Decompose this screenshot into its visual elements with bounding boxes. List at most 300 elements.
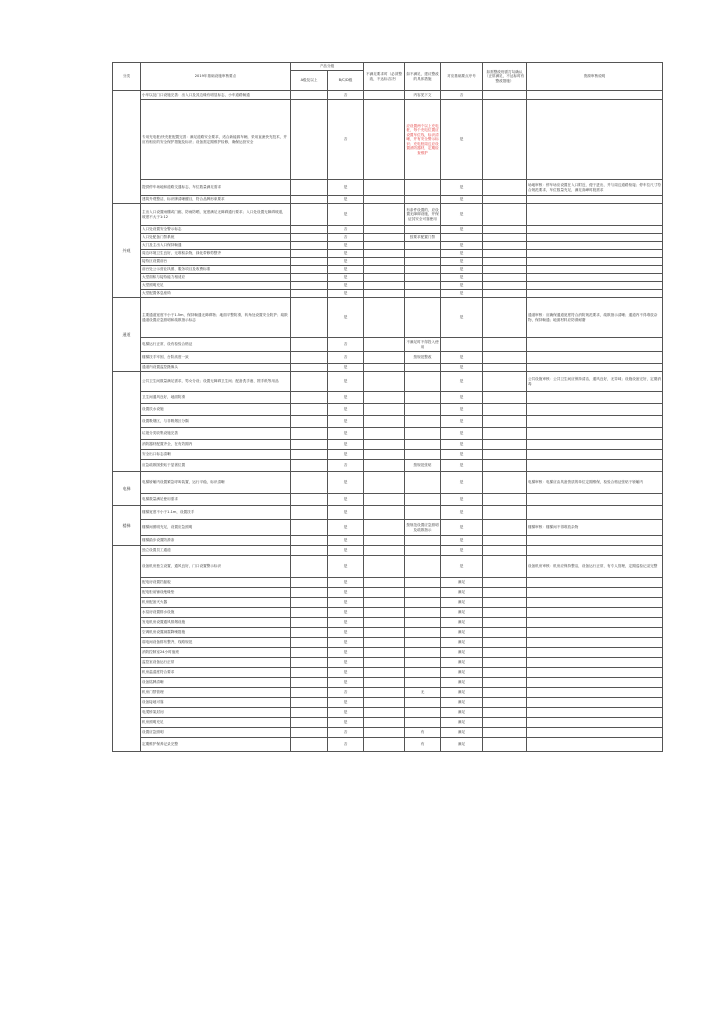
cell-must-meet — [364, 196, 405, 204]
cell-point-text: 设备铭牌清晰 — [141, 678, 291, 688]
cell-measures — [405, 440, 441, 450]
cell-point-text: 垃圾分类收集设施完善 — [141, 428, 291, 440]
cell-grade-b: 是 — [328, 698, 364, 708]
cell-confirm — [483, 290, 527, 298]
cell-confirm — [483, 338, 527, 352]
cell-point-text: 专用充电桩/快充桩配置完善：满足道路安全要求，适合新能源车辆，采用直流快充技术，并应有相应的安全保护措施及标识；设备需定期维护检修，确保运营安全 — [141, 100, 291, 180]
cell-must-meet — [364, 298, 405, 338]
cell-must-meet — [364, 266, 405, 274]
cell-must-meet — [364, 728, 405, 738]
cell-measures — [405, 628, 441, 638]
cell-must-meet — [364, 698, 405, 708]
cell-confirm — [483, 472, 527, 494]
cell-point-text: 配电柜前铺设绝缘垫 — [141, 588, 291, 598]
cell-grade-b: 是 — [328, 618, 364, 628]
cell-grade-b: 是 — [328, 718, 364, 728]
header-grade-group: 产品分级 — [291, 63, 364, 71]
cell-grade-b: 否 — [328, 226, 364, 234]
cell-confirm — [483, 226, 527, 234]
cell-confirm — [483, 242, 527, 250]
cell-must-meet — [364, 546, 405, 556]
cell-measures — [405, 428, 441, 440]
cell-grade-a — [291, 274, 328, 282]
table-row — [113, 416, 663, 428]
cell-grade-a — [291, 494, 328, 506]
cell-note — [527, 658, 663, 668]
cell-grade-a — [291, 450, 328, 460]
cell-point-text: 通道内设置监控摄像头 — [141, 364, 291, 372]
table-row — [113, 520, 663, 536]
cell-index: 满足 — [441, 638, 483, 648]
cell-measures — [405, 450, 441, 460]
cell-category — [113, 546, 141, 752]
cell-must-meet — [364, 242, 405, 250]
cell-grade-b: 是 — [328, 638, 364, 648]
cell-index: 是 — [441, 520, 483, 536]
cell-grade-b: 是 — [328, 372, 364, 392]
cell-grade-b: 否 — [328, 728, 364, 738]
cell-measures: 有条件设置的，应设置无障碍设施，并保证其安全可靠使用 — [405, 204, 441, 226]
cell-measures: 按规范整改 — [405, 352, 441, 364]
cell-index: 是 — [441, 258, 483, 266]
cell-confirm — [483, 678, 527, 688]
cell-index: 是 — [441, 556, 483, 578]
cell-index — [441, 234, 483, 242]
cell-index: 是 — [441, 298, 483, 338]
cell-category — [113, 372, 141, 472]
cell-measures — [405, 392, 441, 404]
cell-grade-a — [291, 428, 328, 440]
cell-confirm — [483, 556, 527, 578]
cell-measures: 按要求配置门禁 — [405, 234, 441, 242]
cell-index: 是 — [441, 450, 483, 460]
cell-measures — [405, 698, 441, 708]
red-measure-text: 应设置两个以上充电桩，每个充电位置应设置车位线，标识清晰，并有安全警示标识；充电桩周边应设置消防器材，定期检查维护 — [406, 123, 439, 155]
cell-must-meet — [364, 234, 405, 242]
cell-note — [527, 242, 663, 250]
table-row — [113, 204, 663, 226]
cell-measures — [405, 196, 441, 204]
cell-grade-b: 是 — [328, 450, 364, 460]
cell-must-meet — [364, 204, 405, 226]
cell-category: 外观 — [113, 204, 141, 298]
cell-confirm — [483, 648, 527, 658]
cell-index: 是 — [441, 364, 483, 372]
cell-grade-b: 否 — [328, 91, 364, 100]
cell-index: 是 — [441, 180, 483, 196]
cell-point-text: 电梯轿厢内设置紧急呼叫装置，运行平稳，标识清晰 — [141, 472, 291, 494]
cell-measures — [405, 618, 441, 628]
cell-must-meet — [364, 404, 405, 416]
cell-point-text: 电缆桥架封闭 — [141, 708, 291, 718]
cell-grade-b: 是 — [328, 298, 364, 338]
cell-grade-b: 是 — [328, 364, 364, 372]
table-row — [113, 588, 663, 598]
cell-confirm — [483, 282, 527, 290]
cell-confirm — [483, 428, 527, 440]
cell-point-text: 主出入口设置雨棚或门廊，防雨防晒，宽度满足无障碍通行要求；入口处设置无障碍坡道，坡度不大于1:12 — [141, 204, 291, 226]
table-row — [113, 290, 663, 298]
cell-grade-b: 是 — [328, 598, 364, 608]
cell-measures — [405, 556, 441, 578]
cell-index: 是 — [441, 440, 483, 450]
cell-note — [527, 250, 663, 258]
header-grade-b: B/C/D级 — [328, 71, 364, 91]
cell-grade-b: 是 — [328, 404, 364, 416]
cell-grade-b: 是 — [328, 668, 364, 678]
cell-point-text: 前台处公示营业执照、服务项目及收费标准 — [141, 266, 291, 274]
cell-must-meet — [364, 638, 405, 648]
cell-index: 是 — [441, 274, 483, 282]
cell-must-meet — [364, 658, 405, 668]
table-row — [113, 460, 663, 472]
cell-note — [527, 196, 663, 204]
cell-index: 是 — [441, 416, 483, 428]
table-row — [113, 728, 663, 738]
cell-note — [527, 588, 663, 598]
cell-point-text: 楼梯间照明充足，设置应急照明 — [141, 520, 291, 536]
cell-index: 满足 — [441, 678, 483, 688]
cell-grade-a — [291, 648, 328, 658]
cell-grade-a — [291, 416, 328, 428]
cell-point-text: 大门及主出入口保持畅通 — [141, 242, 291, 250]
table-row — [113, 352, 663, 364]
cell-must-meet — [364, 688, 405, 698]
cell-note: 场地审核：停车场应设置在入口附近，便于进出，并与周边道路衔接；停车位尺寸符合规范要求，车位数量充足，满足高峰时段需求 — [527, 180, 663, 196]
cell-note — [527, 234, 663, 242]
cell-grade-b: 是 — [328, 536, 364, 546]
cell-point-text: 卫生间通风良好，地面防滑 — [141, 392, 291, 404]
cell-grade-b: 是 — [328, 242, 364, 250]
cell-point-text: 发电机房设置通风排烟设施 — [141, 618, 291, 628]
cell-confirm — [483, 392, 527, 404]
cell-measures — [405, 718, 441, 728]
cell-must-meet — [364, 472, 405, 494]
cell-grade-a — [291, 738, 328, 752]
cell-note: 公共设施审核：公共卫生间应保持清洁，通风良好，无异味；设施设备完好，定期消毒 — [527, 372, 663, 392]
table-row — [113, 450, 663, 460]
cell-index: 是 — [441, 250, 483, 258]
cell-must-meet — [364, 578, 405, 588]
cell-point-text: 定期维护保养记录完整 — [141, 738, 291, 752]
table-row — [113, 440, 663, 450]
cell-confirm — [483, 608, 527, 618]
cell-confirm — [483, 234, 527, 242]
cell-note — [527, 648, 663, 658]
table-row — [113, 598, 663, 608]
cell-measures — [405, 678, 441, 688]
cell-measures — [405, 180, 441, 196]
cell-must-meet — [364, 372, 405, 392]
cell-note: 通道审核：应确保通道宽度符合消防规范要求，疏散指示清晰；通道内不得堆放杂物，保持畅通；地面材料应防滑耐磨 — [527, 298, 663, 338]
cell-grade-b: 是 — [328, 472, 364, 494]
cell-grade-b: 是 — [328, 392, 364, 404]
cell-confirm — [483, 536, 527, 546]
table-row — [113, 472, 663, 494]
cell-measures — [405, 608, 441, 618]
table-row — [113, 506, 663, 520]
table-row — [113, 258, 663, 266]
cell-index: 是 — [441, 372, 483, 392]
cell-grade-b: 是 — [328, 520, 364, 536]
table-row — [113, 536, 663, 546]
cell-grade-b: 是 — [328, 506, 364, 520]
table-row — [113, 372, 663, 392]
table-row — [113, 638, 663, 648]
cell-point-text: 消防器材配置齐全，在有效期内 — [141, 440, 291, 450]
cell-grade-b: 是 — [328, 494, 364, 506]
cell-index: 满足 — [441, 728, 483, 738]
cell-confirm — [483, 274, 527, 282]
table-row — [113, 338, 663, 352]
cell-index: 是 — [441, 204, 483, 226]
table-row — [113, 100, 663, 180]
cell-index: 满足 — [441, 708, 483, 718]
cell-must-meet — [364, 258, 405, 266]
cell-grade-a — [291, 588, 328, 598]
table-row — [113, 658, 663, 668]
table-row — [113, 698, 663, 708]
cell-point-text: 消防控制室24小时值班 — [141, 648, 291, 658]
cell-note — [527, 678, 663, 688]
cell-point-text: 安全出口标志清晰 — [141, 450, 291, 460]
cell-grade-a — [291, 506, 328, 520]
table-row — [113, 668, 663, 678]
cell-grade-a — [291, 668, 328, 678]
cell-confirm — [483, 638, 527, 648]
cell-must-meet — [364, 352, 405, 364]
table-row — [113, 546, 663, 556]
cell-grade-b: 否 — [328, 234, 364, 242]
table-row — [113, 180, 663, 196]
cell-grade-a — [291, 100, 328, 180]
cell-grade-b: 是 — [328, 196, 364, 204]
cell-point-text: 接待区设置前台 — [141, 258, 291, 266]
cell-must-meet — [364, 556, 405, 578]
cell-grade-a — [291, 392, 328, 404]
cell-point-text: 楼梯宽度不小于1.1m，设置扶手 — [141, 506, 291, 520]
cell-grade-a — [291, 578, 328, 588]
cell-grade-a — [291, 338, 328, 352]
cell-index: 满足 — [441, 588, 483, 598]
cell-grade-a — [291, 520, 328, 536]
cell-index: 是 — [441, 242, 483, 250]
cell-must-meet — [364, 338, 405, 352]
cell-must-meet — [364, 536, 405, 546]
cell-point-text: 入口处配备门禁系统 — [141, 234, 291, 242]
cell-grade-a — [291, 404, 328, 416]
table-row — [113, 494, 663, 506]
cell-confirm — [483, 708, 527, 718]
cell-index: 满足 — [441, 648, 483, 658]
cell-confirm — [483, 416, 527, 428]
cell-point-text: 应急疏散图张贴于显著位置 — [141, 460, 291, 472]
cell-index: 是 — [441, 506, 483, 520]
cell-point-text: 设备机房独立设置，通风良好，门口设置警示标识 — [141, 556, 291, 578]
cell-grade-a — [291, 196, 328, 204]
cell-point-text: 大堂面积与接待能力相适应 — [141, 274, 291, 282]
cell-index: 是 — [441, 428, 483, 440]
cell-grade-b: 是 — [328, 556, 364, 578]
cell-grade-b: 是 — [328, 282, 364, 290]
cell-index: 满足 — [441, 698, 483, 708]
cell-grade-b: 是 — [328, 440, 364, 450]
table-row — [113, 578, 663, 588]
cell-point-text: 主要通道宽度不小于1.5m，保持畅通无障碍物；地面平整防滑，转角处设置安全防护；疏散通道设置应急照明和疏散指示标志 — [141, 298, 291, 338]
cell-grade-a — [291, 372, 328, 392]
table-row — [113, 738, 663, 752]
cell-grade-a — [291, 460, 328, 472]
cell-measures — [405, 416, 441, 428]
cell-note — [527, 338, 663, 352]
cell-confirm — [483, 668, 527, 678]
cell-category: 楼梯 — [113, 506, 141, 546]
cell-must-meet — [364, 608, 405, 618]
cell-grade-a — [291, 180, 328, 196]
cell-measures — [405, 100, 441, 180]
cell-point-text: 机房照明充足 — [141, 718, 291, 728]
cell-measures — [405, 648, 441, 658]
cell-measures — [405, 494, 441, 506]
cell-grade-a — [291, 546, 328, 556]
cell-note — [527, 428, 663, 440]
cell-must-meet — [364, 598, 405, 608]
cell-point-text: 入口处设置安全警示标志 — [141, 226, 291, 234]
cell-grade-a — [291, 728, 328, 738]
cell-measures — [405, 472, 441, 494]
cell-measures — [405, 658, 441, 668]
cell-grade-b: 否 — [328, 352, 364, 364]
table-row — [113, 234, 663, 242]
cell-must-meet — [364, 274, 405, 282]
cell-measures — [405, 242, 441, 250]
cell-grade-a — [291, 718, 328, 728]
cell-measures — [405, 668, 441, 678]
cell-note — [527, 728, 663, 738]
cell-confirm — [483, 100, 527, 180]
cell-index: 满足 — [441, 598, 483, 608]
cell-note — [527, 258, 663, 266]
header-measures: 如不满足，建议整改的具体措施 — [405, 63, 441, 91]
cell-must-meet — [364, 506, 405, 520]
cell-must-meet — [364, 628, 405, 638]
cell-index: 满足 — [441, 718, 483, 728]
cell-note — [527, 738, 663, 752]
cell-measures — [405, 298, 441, 338]
cell-grade-b: 是 — [328, 658, 364, 668]
cell-grade-b: 是 — [328, 416, 364, 428]
audit-table — [112, 62, 663, 752]
cell-note — [527, 536, 663, 546]
cell-point-text: 机房配备灭火器 — [141, 598, 291, 608]
table-body — [113, 91, 663, 752]
cell-index — [441, 338, 483, 352]
cell-confirm — [483, 364, 527, 372]
cell-grade-b: 否 — [328, 338, 364, 352]
table-row — [113, 282, 663, 290]
cell-measures — [405, 274, 441, 282]
cell-must-meet — [364, 282, 405, 290]
cell-confirm — [483, 588, 527, 598]
cell-note — [527, 638, 663, 648]
cell-measures — [405, 536, 441, 546]
cell-measures: 不满足时不得投入使用 — [405, 338, 441, 352]
cell-confirm — [483, 520, 527, 536]
cell-note — [527, 392, 663, 404]
cell-confirm — [483, 440, 527, 450]
cell-grade-b: 是 — [328, 708, 364, 718]
table-row — [113, 91, 663, 100]
cell-measures — [405, 226, 441, 234]
cell-note: 电梯审核：电梯应由具备资质的单位定期维保，检验合格证张贴于轿厢内 — [527, 472, 663, 494]
cell-must-meet — [364, 588, 405, 598]
cell-confirm — [483, 506, 527, 520]
cell-must-meet — [364, 428, 405, 440]
cell-confirm — [483, 266, 527, 274]
table-row — [113, 718, 663, 728]
cell-grade-a — [291, 556, 328, 578]
cell-note — [527, 608, 663, 618]
cell-grade-b: 是 — [328, 588, 364, 598]
cell-grade-b: 否 — [328, 738, 364, 752]
cell-grade-b: 是 — [328, 258, 364, 266]
table-row — [113, 392, 663, 404]
cell-grade-a — [291, 352, 328, 364]
cell-note — [527, 274, 663, 282]
table-row — [113, 648, 663, 658]
cell-index: 是 — [441, 536, 483, 546]
header-category: 分类 — [113, 63, 141, 91]
cell-index: 否 — [441, 91, 483, 100]
cell-index: 满足 — [441, 578, 483, 588]
table-row — [113, 274, 663, 282]
cell-confirm — [483, 546, 527, 556]
cell-measures: 按规范设置应急照明及疏散指示 — [405, 520, 441, 536]
cell-note: 楼梯审核：楼梯间不得堆放杂物 — [527, 520, 663, 536]
cell-index: 是 — [441, 352, 483, 364]
cell-must-meet — [364, 708, 405, 718]
table-row — [113, 708, 663, 718]
cell-point-text: 设置吸烟区，与非吸烟区分隔 — [141, 416, 291, 428]
cell-must-meet — [364, 364, 405, 372]
cell-grade-b: 是 — [328, 648, 364, 658]
cell-measures — [405, 372, 441, 392]
cell-note — [527, 578, 663, 588]
table-row — [113, 678, 663, 688]
cell-must-meet — [364, 668, 405, 678]
cell-index: 是 — [441, 460, 483, 472]
cell-measures — [405, 588, 441, 598]
cell-note — [527, 598, 663, 608]
cell-grade-a — [291, 282, 328, 290]
table-row — [113, 226, 663, 234]
cell-index: 是 — [441, 100, 483, 180]
cell-confirm — [483, 688, 527, 698]
cell-index: 满足 — [441, 658, 483, 668]
cell-measures: 内容见下文 — [405, 91, 441, 100]
cell-confirm — [483, 196, 527, 204]
table-row — [113, 628, 663, 638]
cell-grade-a — [291, 298, 328, 338]
cell-note — [527, 718, 663, 728]
cell-confirm — [483, 372, 527, 392]
cell-must-meet — [364, 226, 405, 234]
cell-note — [527, 506, 663, 520]
cell-must-meet — [364, 618, 405, 628]
table-row — [113, 404, 663, 416]
cell-confirm — [483, 204, 527, 226]
cell-note — [527, 440, 663, 450]
